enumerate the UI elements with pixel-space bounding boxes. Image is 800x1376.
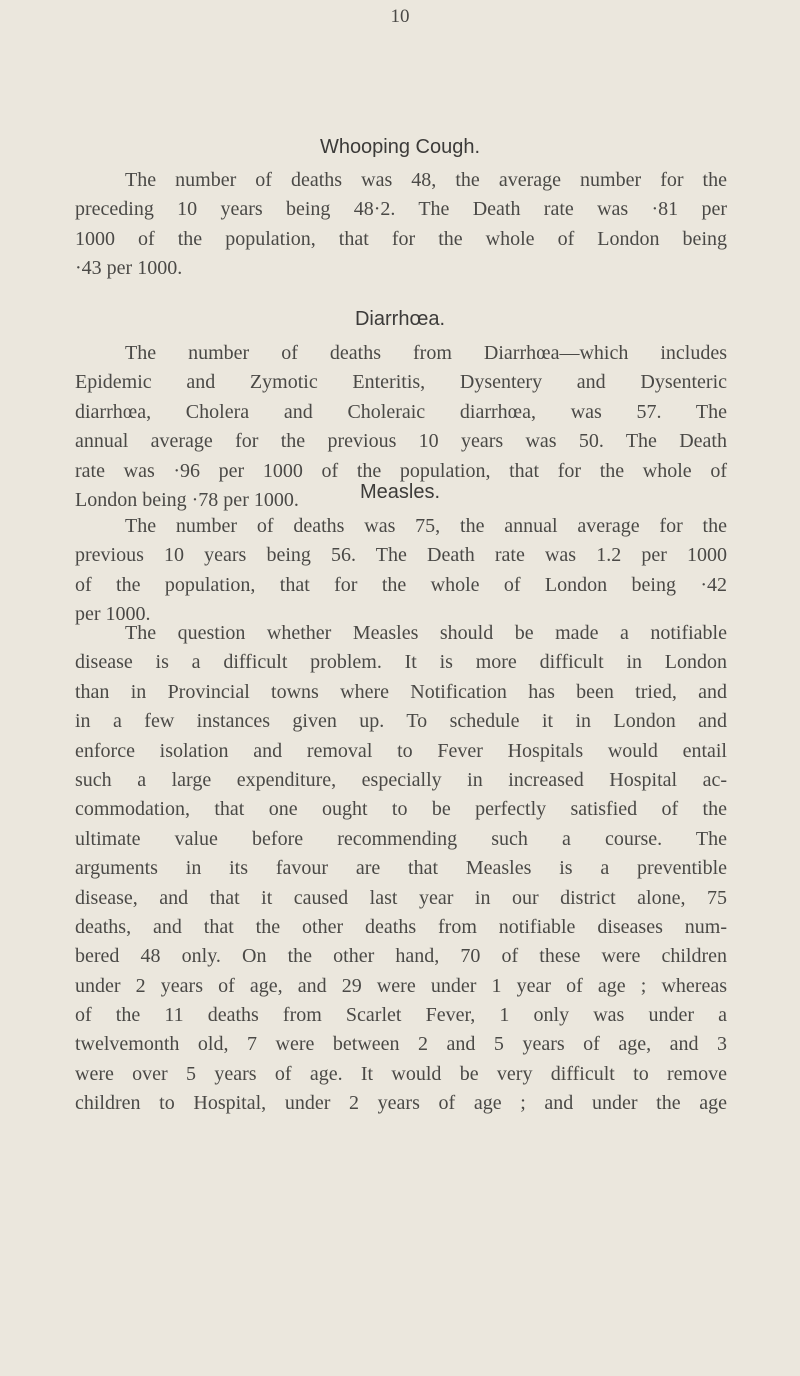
text-line: of the 11 deaths from Scarlet Fever, 1 only was under a <box>75 1004 727 1027</box>
paragraph-measles-stats <box>75 512 727 630</box>
text-line: preceding 10 years being 48·2. The Death rate was ·81 per <box>75 198 727 221</box>
text-line: The number of deaths from Diarrhœa—which includes <box>125 342 727 364</box>
text-line: ultimate value before recommending such a course. The <box>75 827 727 850</box>
page-number: 10 <box>390 6 410 27</box>
text-line: disease, and that it caused last year in our district alone, 75 <box>75 886 727 909</box>
text-line: were over 5 years of age. It would be very difficult to remove <box>75 1062 727 1085</box>
text-line: The number of deaths was 48, the average number for the <box>125 169 727 191</box>
text-line: in a few instances given up. To schedule it in London and <box>75 710 727 733</box>
text-line: The question whether Measles should be made a notifiable <box>125 622 727 644</box>
text-line: Epidemic and Zymotic Enteritis, Dysentery and Dysenteric <box>75 371 727 394</box>
text-line: bered 48 only. On the other hand, 70 of these were children <box>75 945 727 968</box>
text-line: annual average for the previous 10 years was 50. The Death <box>75 430 727 453</box>
text-line: London being ·78 per 1000. <box>75 488 299 511</box>
text-line: than in Provincial towns where Notification has been tried, and <box>75 680 727 703</box>
text-line: twelvemonth old, 7 were between 2 and 5 years of age, and 3 <box>75 1033 727 1056</box>
heading-whooping-cough: Whooping Cough. <box>319 136 481 158</box>
text-line: under 2 years of age, and 29 were under 1 year of age ; whereas <box>75 974 727 997</box>
text-line: per 1000. <box>75 603 151 626</box>
text-line: arguments in its favour are that Measles is a preventible <box>75 857 727 880</box>
text-line: disease is a difficult problem. It is more difficult in London <box>75 651 727 674</box>
text-line: enforce isolation and removal to Fever Hospitals would entail <box>75 739 727 762</box>
paragraph-measles-notification <box>75 619 727 1119</box>
text-line: children to Hospital, under 2 years of age ; and under the age <box>75 1092 727 1115</box>
text-line: previous 10 years being 56. The Death rate was 1.2 per 1000 <box>75 544 727 567</box>
text-line: deaths, and that the other deaths from notifiable diseases num- <box>75 915 727 938</box>
text-line: ·43 per 1000. <box>75 257 183 280</box>
text-line: The number of deaths was 75, the annual average for the <box>125 515 727 537</box>
heading-measles: Measles. <box>359 481 441 503</box>
paragraph-whooping-cough <box>75 166 727 284</box>
text-line: rate was ·96 per 1000 of the population, that for the whole of <box>75 459 727 482</box>
heading-diarrhoea: Diarrhœa. <box>354 308 445 330</box>
text-line: commodation, that one ought to be perfectly satisfied of the <box>75 798 727 821</box>
text-line: diarrhœa, Cholera and Choleraic diarrhœa, was 57. The <box>75 400 727 423</box>
text-line: 1000 of the population, that for the whole of London being <box>75 227 727 250</box>
text-line: of the population, that for the whole of London being ·42 <box>75 573 727 596</box>
text-line: such a large expenditure, especially in increased Hospital ac- <box>75 768 727 791</box>
